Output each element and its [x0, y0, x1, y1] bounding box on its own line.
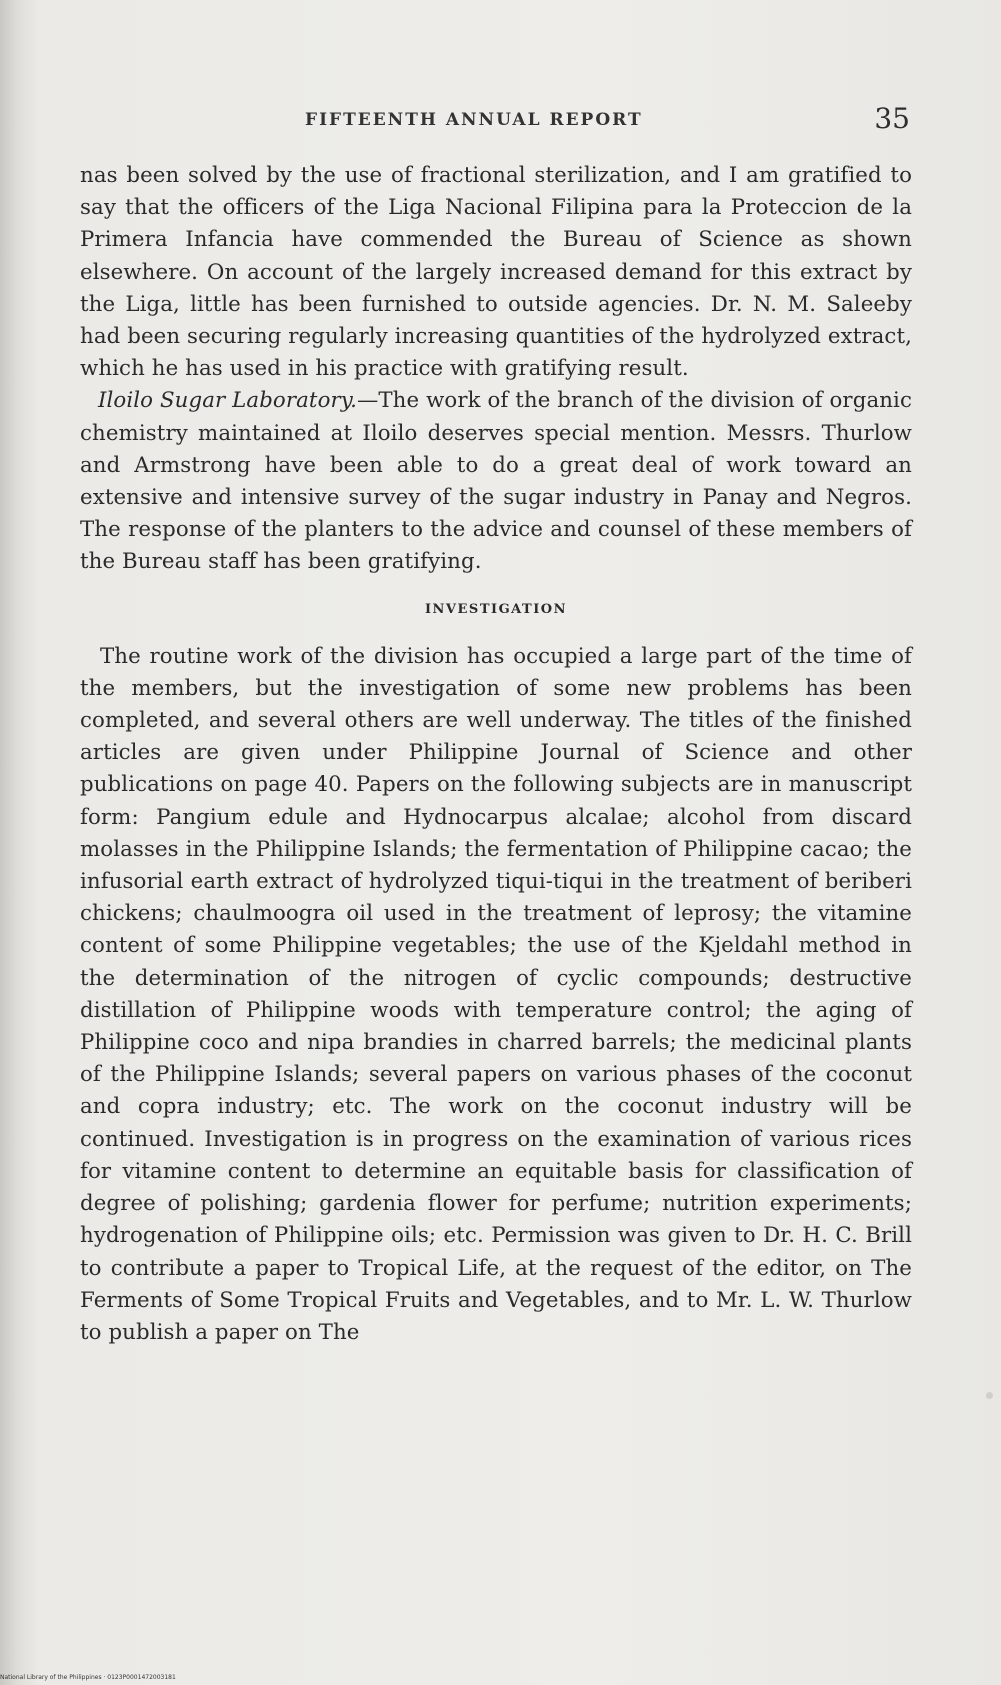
running-title: FIFTEENTH ANNUAL REPORT — [305, 110, 643, 130]
run-in-heading: Iloilo Sugar Laboratory. — [98, 388, 357, 414]
paragraph-2-text: —The work of the branch of the division of organic chemistry maintained at Iloilo deserves special mention. Messrs. Thurlow and Armstrong have been able to do a great deal of work toward an extensive and intensive survey of the sugar industry in Panay and Negros. The response of the planters to the advice and counsel of these members of the Bureau staff has been gratifying. — [80, 388, 912, 575]
section-heading: INVESTIGATION — [424, 601, 568, 617]
page-header — [80, 104, 910, 144]
page-number: 35 — [874, 102, 910, 135]
paragraph-2 — [80, 385, 912, 578]
scan-credit: National Library of the Philippines · 0123P0001472003181 — [0, 1674, 176, 1681]
paragraph-1: nas been solved by the use of fractional sterilization, and I am gratified to say that the officers of the Liga Nacional Filipina para la Proteccion de la Primera Infancia have commended the Bureau of Science as shown elsewhere. On account of the largely increased demand for this extract by the Liga, little has been furnished to outside agencies. Dr. N. M. Saleeby had been securing regularly increasing quantities of the hydrolyzed extract, which he has used in his practice with gratifying result. — [80, 163, 912, 382]
paragraph-3: The routine work of the division has occupied a large part of the time of the members, but the investigation of some new problems has been completed, and several others are well underway. The titles of the finished articles are given under Philippine Journal of Science and other publications on page 40. Papers on the following subjects are in manuscript form: Pangium edule and Hydnocarpus alcalae; alcohol from discard molasses in the Philippine Islands; the fermentation of Philippine cacao; the infusorial earth extract of hydrolyzed tiqui-tiqui in the treatment of beriberi chickens; chaulmoogra oil used in the treatment of leprosy; the vitamine content of some Philippine vegetables; the use of the Kjeldahl method in the determination of the nitrogen of cyclic compounds; destructive distillation of Philippine woods with temperature control; the aging of Philippine coco and nipa brandies in charred barrels; the medicinal plants of the Philippine Islands; several papers on various phases of the coconut and copra industry; etc. The work on the coconut industry will be continued. Investigation is in progress on the examination of various rices for vitamine content to determine an equitable basis for classification of degree of polishing; gardenia flower for perfume; nutrition experiments; hydrogenation of Philippine oils; etc. Permission was given to Dr. H. C. Brill to contribute a paper to Tropical Life, at the request of the editor, on The Ferments of Some Tropical Fruits and Vegetables, and to Mr. L. W. Thurlow to publish a paper on The — [80, 643, 912, 1345]
body-text — [80, 160, 912, 1349]
paper-blemish — [986, 1392, 993, 1399]
